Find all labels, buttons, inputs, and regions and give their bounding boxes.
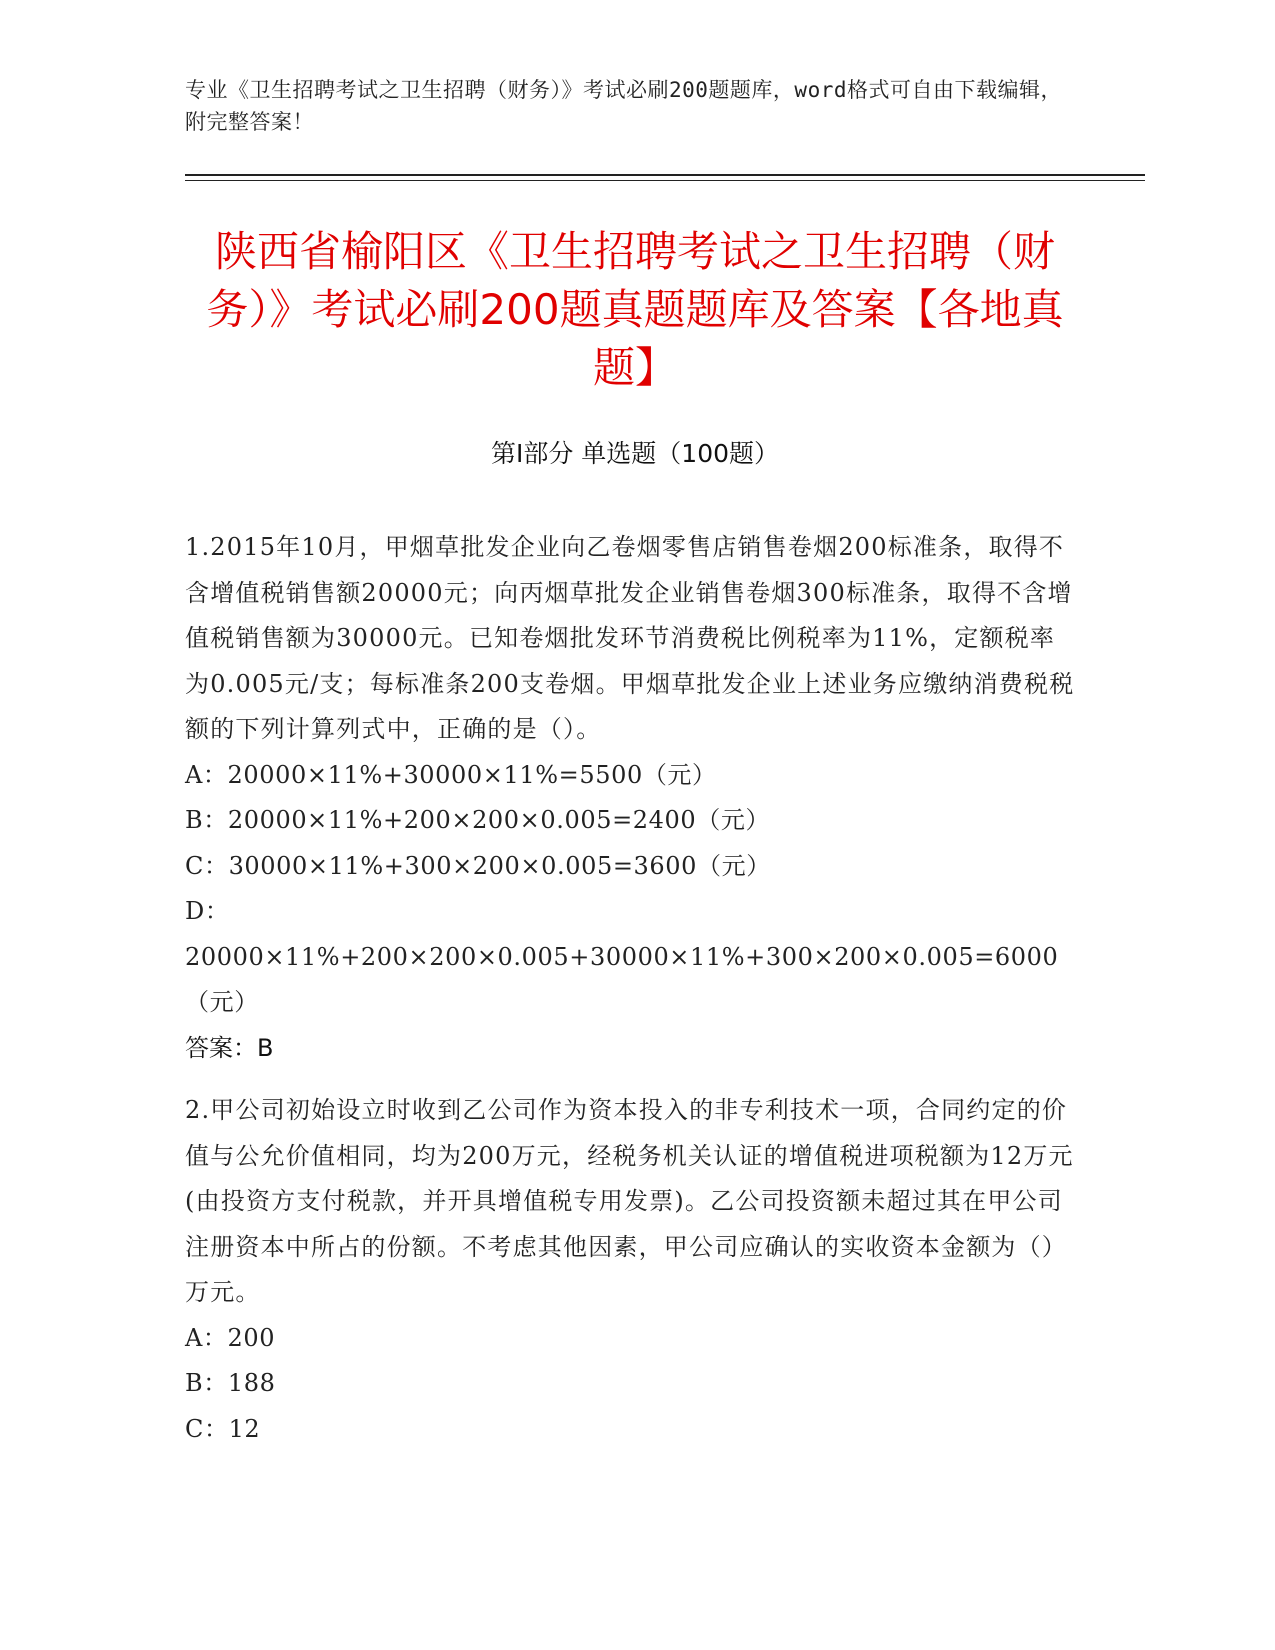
question-1: [185, 525, 1075, 1071]
answer-label: 答案：B: [185, 1033, 274, 1062]
header-divider-thick: [185, 174, 1145, 176]
question-text: 2.甲公司初始设立时收到乙公司作为资本投入的非专利技术一项，合同约定的价值与公允价值相同，均为200万元，经税务机关认证的增值税进项税额为12万元(由投资方支付税款，并开具增值税专用发票)。乙公司投资额未超过其在甲公司注册资本中所占的份额。不考虑其他因素，甲公司应确认的实收资本金额为（）万元。: [185, 1096, 1074, 1306]
question-text: 1.2015年10月，甲烟草批发企业向乙卷烟零售店销售卷烟200标准条，取得不含增值税销售额20000元；向丙烟草批发企业销售卷烟300标准条，取得不含增值税销售额为30000元。已知卷烟批发环节消费税比例税率为11%，定额税率为0.005元/支；每标准条200支卷烟。甲烟草批发企业上述业务应缴纳消费税税额的下列计算列式中，正确的是（）。: [185, 533, 1075, 743]
document-title: 陕西省榆阳区《卫生招聘考试之卫生招聘（财务）》考试必刷200题真题题库及答案【各地真题】: [206, 227, 1064, 392]
section-title: 第I部分 单选题（100题）: [490, 439, 780, 468]
option-a: A：20000×11%+30000×11%=5500（元）: [185, 760, 717, 789]
option-c: C：30000×11%+300×200×0.005=3600（元）: [185, 851, 771, 880]
option-b: B：20000×11%+200×200×0.005=2400（元）: [185, 806, 771, 834]
option-d: D：20000×11%+200×200×0.005+30000×11%+300×200×0.005=6000（元）: [185, 897, 1059, 1016]
header-divider-thin: [185, 180, 1145, 181]
header-note: 专业《卫生招聘考试之卫生招聘（财务）》考试必刷200题题库，word格式可自由下载编辑，附完整答案！: [185, 78, 1062, 134]
option-c: C：12: [185, 1414, 261, 1443]
option-b: B：188: [185, 1369, 276, 1397]
option-a: A：200: [185, 1323, 276, 1352]
question-2: [185, 1088, 1075, 1452]
